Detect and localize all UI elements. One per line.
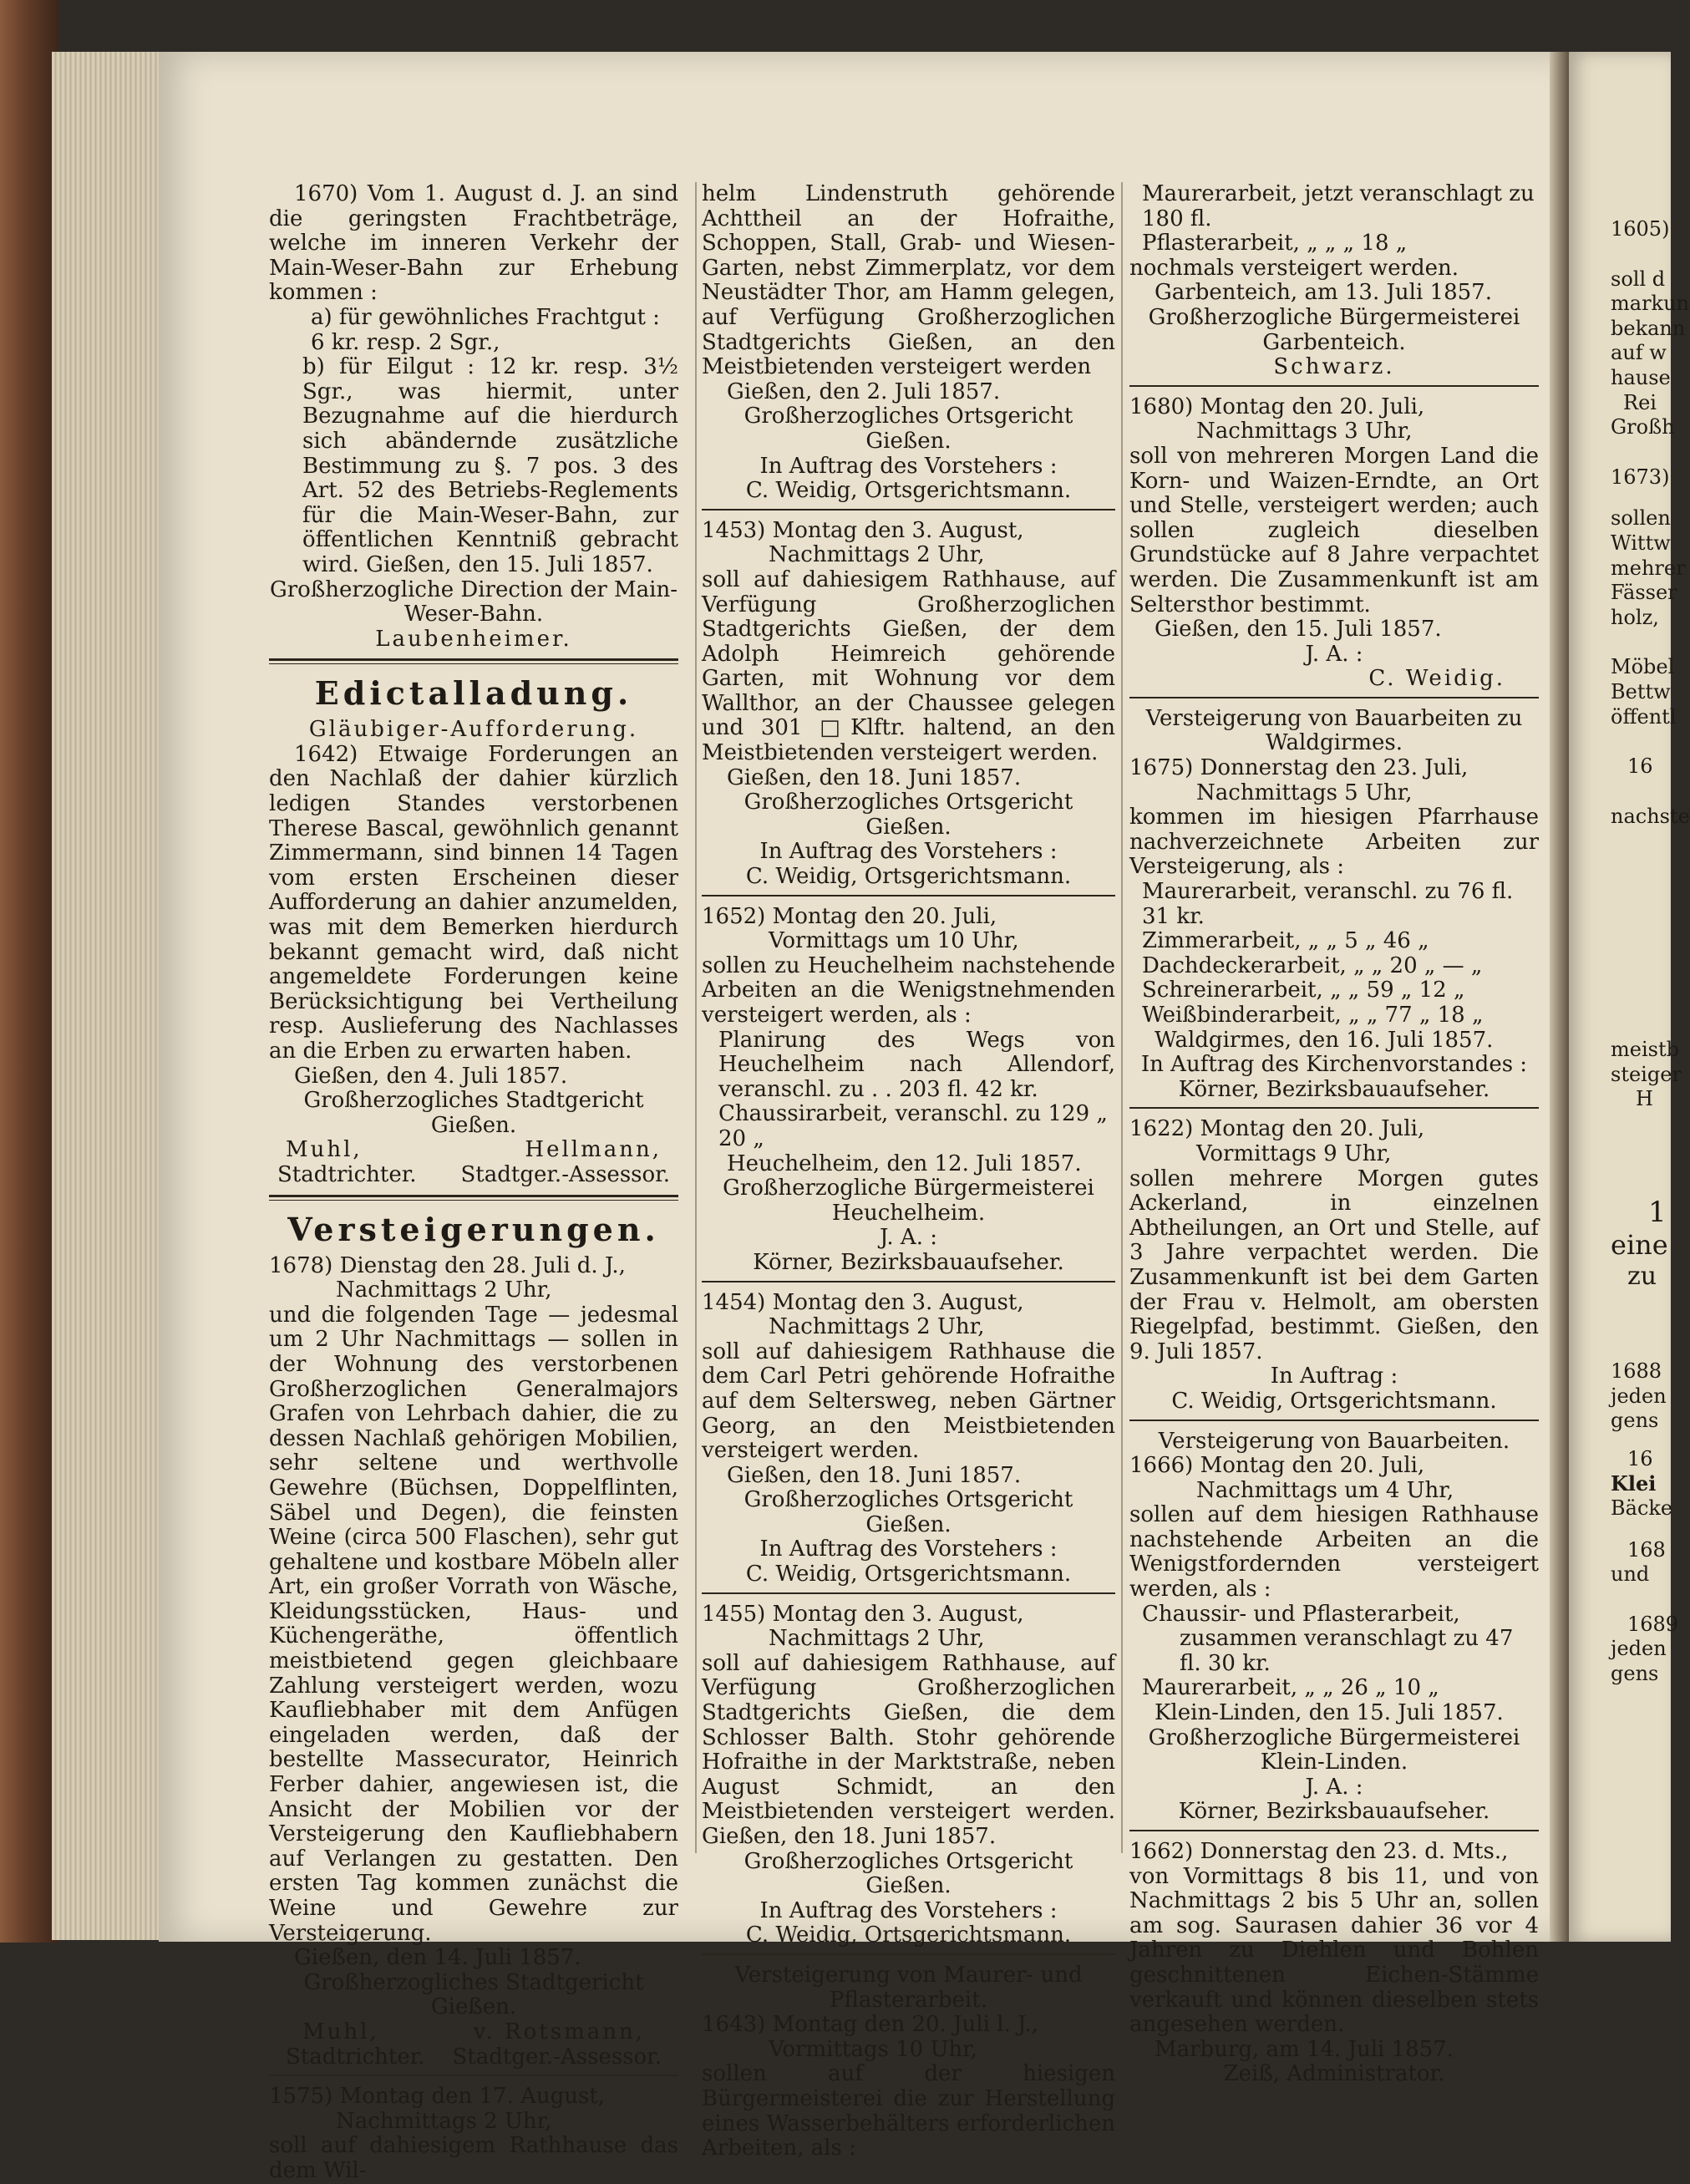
next-page-edge [1569, 52, 1690, 1942]
rule [1129, 1420, 1539, 1421]
notice-1678-head: 1678) Dienstag den 28. Juli d. J., [269, 1252, 626, 1278]
notice-1455-time: Nachmittags 2 Uhr, [769, 1626, 985, 1652]
notice-1652-item-1: Planirung des Wegs von Heuchelheim nach Allendorf, veranschl. zu . . 203 fl. 42 kr. [718, 1027, 1115, 1102]
notice-1662-head: 1662) Donnerstag den 23. d. Mts., [1129, 1839, 1509, 1864]
rule [702, 1953, 1115, 1955]
notice-1666-time: Nachmittags um 4 Uhr, [1196, 1477, 1454, 1503]
signature-rotsmann: v. Rotsmann, [473, 2019, 645, 2044]
notice-1675-signature: Körner, Bezirksbauaufseher. [1178, 1076, 1490, 1102]
notice-1652-body: sollen zu Heuchelheim nachstehende Arbeiten an die Wenigstnehmenden versteigert werden, als : [702, 952, 1115, 1028]
notice-1643-time: Vormittags 10 Uhr, [769, 2036, 977, 2062]
notice-1652-head: 1652) Montag den 20. Juli, [702, 903, 997, 929]
notice-1680-signature: C. Weidig. [1368, 666, 1505, 692]
edge-line: Möbel [1611, 655, 1675, 679]
notice-1575-date: Gießen, den 2. Juli 1857. [727, 378, 1001, 404]
notice-1642-date: Gießen, den 4. Juli 1857. [294, 1063, 568, 1089]
notice-1454-court: Großherzogliches Ortsgericht Gießen. [743, 1487, 1073, 1537]
notice-1678-signatures [269, 2020, 678, 2045]
column-1 [269, 182, 678, 2184]
notice-1643-date: Garbenteich, am 13. Juli 1857. [1155, 280, 1492, 306]
edge-line: holz, [1611, 605, 1659, 629]
edge-line: nachste [1611, 804, 1690, 828]
double-rule [269, 1195, 678, 1201]
edge-line: 1673) [1611, 465, 1670, 489]
rule [1129, 385, 1539, 387]
rule [1129, 697, 1539, 698]
edge-line: eine [1611, 1229, 1668, 1262]
notice-1670-item-a: a) für gewöhnliches Frachtgut : 6 kr. resp. 2 Sgr., [311, 304, 660, 355]
edge-line: 168 [1627, 1537, 1666, 1562]
notice-1454-signature: C. Weidig, Ortsgerichtsmann. [745, 1562, 1072, 1587]
notice-1642-signatures [269, 1138, 678, 1163]
notice-1454-auftrag: In Auftrag des Vorstehers : [759, 1536, 1058, 1562]
column-3 [1129, 182, 1539, 2087]
rule [702, 1592, 1115, 1594]
edge-line: hause [1611, 365, 1671, 389]
section-heading-versteigerungen: Versteigerungen. [287, 1210, 660, 1248]
notice-1454-date: Gießen, den 18. Juni 1857. [727, 1462, 1022, 1488]
notice-1453-auftrag: In Auftrag des Vorstehers : [759, 839, 1058, 865]
signature-muhl: Muhl, [302, 2019, 379, 2044]
notice-1622-auftrag: In Auftrag : [1270, 1364, 1398, 1389]
notice-1643-body: sollen auf der hiesigen Bürgermeisterei die zur Herstellung eines Wasserbehälters erforderlichen Arbeiten, als : [702, 2061, 1115, 2161]
notice-1643-head: 1643) Montag den 20. Juli l. J., [702, 2012, 1038, 2038]
notice-1453-signature: C. Weidig, Ortsgerichtsmann. [745, 864, 1072, 890]
notice-1662-date: Marburg, am 14. Juli 1857. [1155, 2036, 1454, 2062]
notice-1643-office: Großherzogliche Bürgermeisterei Garbenteich. [1148, 304, 1520, 355]
edge-line: gens [1611, 1662, 1659, 1685]
notice-1652-office: Großherzogliche Bürgermeisterei Heuchelheim. [723, 1176, 1094, 1226]
notice-1666-signature: Körner, Bezirksbauaufseher. [1178, 1799, 1490, 1825]
notice-1670-authority: Großherzogliche Direction der Main-Weser-Bahn. [269, 576, 678, 627]
notice-1678-body: und die folgenden Tage — jedesmal um 2 Uhr Nachmittags — sollen in der Wohnung des verstorbenen Großherzoglichen Generalmajors Grafen von Lehrbach dahier, die zu dessen Nachlaß gehörigen Mobilien, sehr seltene und werthvolle Gewehre (Büchsen, Doppelflinten, Säbel und Degen), die feinsten Weine (circa 500 Flaschen), sehr gut gehaltene und kostbare Möbeln aller Art, ein großer Vorrath von Wäsche, Kleidungsstücken, Haus- und Küchengeräthe, öffentlich meistbietend gegen gleichbaare Zahlung versteigert werden, wozu Kaufliebhaber mit dem Anfügen eingeladen werden, daß der bestellte Massecurator, Heinrich Ferber dahier, angewiesen ist, die Ansicht der Mobilien vor der Versteigerung den Kaufliebhabern auf Verlangen zu gestatten. Den ersten Tag kommen zunächst die Weine und Gewehre zur Versteigerung. [269, 1302, 678, 1946]
notice-1680-head: 1680) Montag den 20. Juli, [1129, 394, 1425, 419]
role-assessor: Stadtger.-Assessor. [452, 2044, 662, 2070]
notice-1454-time: Nachmittags 2 Uhr, [769, 1314, 985, 1340]
notice-1453-time: Nachmittags 2 Uhr, [769, 542, 985, 568]
notice-1454-head: 1454) Montag den 3. August, [702, 1289, 1024, 1315]
notice-1675-item: Zimmerarbeit, „ „ 5 „ 46 „ [1142, 928, 1429, 954]
edge-line: 16 [1627, 754, 1653, 779]
edge-line: H [1636, 1087, 1653, 1111]
notice-1662-signature: Zeiß, Administrator. [1223, 2061, 1445, 2087]
notice-1652-date: Heuchelheim, den 12. Juli 1857. [727, 1150, 1082, 1176]
notice-1575-time: Nachmittags 2 Uhr, [336, 2108, 552, 2134]
notice-1670-text: 1670) Vom 1. August d. J. an sind die geringsten Frachtbeträge, welche im inneren Verkehr der Main-Weser-Bahn zur Erhebung kommen : [269, 181, 678, 306]
notice-1643-title: Versteigerung von Maurer- und Pflasterarbeit. [734, 1962, 1083, 2013]
notice-1575-signature: C. Weidig, Ortsgerichtsmann. [745, 478, 1072, 504]
edge-line: 1689 [1627, 1612, 1679, 1636]
role-stadtrichter: Stadtrichter. [286, 2044, 425, 2070]
notice-1455-body: soll auf dahiesigem Rathhause, auf Verfügung Großherzoglichen Stadtgerichts Gießen, die dem Schlosser Balth. Stohr gehörende Hofraithe in der Marktstraße, neben August Schmidt, an den Meistbietenden versteigert werden. Gießen, den 18. Juni 1857. [702, 1650, 1115, 1849]
edge-line: markun [1611, 292, 1689, 316]
notice-1453-court: Großherzogliches Ortsgericht Gießen. [743, 790, 1073, 840]
notice-1678-date: Gießen, den 14. Juli 1857. [294, 1945, 581, 1971]
column-separator [1121, 182, 1123, 1853]
edge-line: öffentl [1611, 704, 1677, 729]
edge-line: 16 [1627, 1446, 1653, 1470]
role-assessor: Stadtger.-Assessor. [460, 1161, 670, 1187]
signature-hellmann: Hellmann, [525, 1137, 662, 1163]
notice-1680-body: soll von mehreren Morgen Land die Korn- und Waizen-Erndte, an Ort und Stelle, versteigert werden; auch sollen zugleich dieselben Grundstücke auf 8 Jahre verpachtet werden. Die Zusammenkunft ist am Seltersthor bestimmt. [1129, 443, 1539, 617]
rule [702, 895, 1115, 896]
book-binding [0, 0, 58, 1943]
notice-1666-title: Versteigerung von Bauarbeiten. [1158, 1428, 1510, 1454]
notice-1643-cont-1: Maurerarbeit, jetzt veranschlagt zu 180 fl. [1142, 181, 1535, 231]
notice-1670-item-b: b) für Eilgut : 12 kr. resp. 3½ Sgr., was hiermit, unter Bezugnahme auf die hierdurch sich abändernde zusätzliche Bestimmung zu §. 7 pos. 3 des Art. 52 des Betriebs-Reglements für die Main-Weser-Bahn, zur öffentlichen Kenntniß gebracht wird. Gießen, den 15. Juli 1857. [302, 354, 678, 577]
notice-1670-signature: Laubenheimer. [375, 626, 572, 652]
notice-1643-cont-3: nochmals versteigert werden. [1129, 255, 1459, 281]
notice-1643-signature: Schwarz. [1273, 354, 1395, 380]
edge-line: soll d [1611, 267, 1666, 291]
notice-1652-time: Vormittags um 10 Uhr, [769, 928, 1019, 954]
edge-line: Klei [1611, 1471, 1657, 1496]
edge-line: auf w [1611, 341, 1667, 365]
notice-1680-ja: J. A. : [1305, 641, 1363, 667]
edge-line: steiger [1611, 1062, 1682, 1086]
notice-1453-body: soll auf dahiesigem Rathhause, auf Verfügung Großherzoglichen Stadtgerichts Gießen, der dem Adolph Heimreich gehörende Garten, mit Wohnung vor dem Wallthor, an der Chaussee gelegen und 301 □Klftr. haltend, an den Meistbietenden versteigert werden. [702, 566, 1115, 766]
notice-1622-signature: C. Weidig, Ortsgerichtsmann. [1171, 1388, 1497, 1414]
page-gutter [1550, 52, 1570, 1942]
edge-line: und [1611, 1562, 1650, 1587]
notice-1680-date: Gießen, den 15. Juli 1857. [1155, 617, 1442, 643]
notice-1662-body: von Vormittags 8 bis 11, und von Nachmittags 2 bis 5 Uhr an, sollen am sog. Saurasen dahier 36 vor 4 Jahren zu Diehlen und Bohlen geschnittenen Eichen-Stämme verkauft und können dieselben stets angesehen werden. [1129, 1863, 1539, 2038]
notice-1622-head: 1622) Montag den 20. Juli, [1129, 1116, 1425, 1142]
edge-line: mehrer [1611, 556, 1686, 580]
signature-muhl: Muhl, [286, 1137, 363, 1163]
edge-line: jeden [1611, 1637, 1667, 1661]
notice-1575-body: soll auf dahiesigem Rathhause das dem Wil- [269, 2133, 678, 2183]
edge-line: Rei [1623, 390, 1657, 414]
edge-line: zu [1627, 1262, 1657, 1292]
notice-1666-item-3: Maurerarbeit, „ „ 26 „ 10 „ [1142, 1675, 1439, 1701]
double-rule [269, 658, 678, 664]
notice-1575-head: 1575) Montag den 17. August, [269, 2084, 606, 2110]
notice-1453-date: Gießen, den 18. Juni 1857. [727, 764, 1022, 790]
notice-1666-ja: J. A. : [1305, 1774, 1363, 1800]
notice-1455-auftrag: In Auftrag des Vorstehers : [759, 1897, 1058, 1923]
edge-line: Bettw [1611, 679, 1671, 703]
notice-1675-auftrag: In Auftrag des Kirchenvorstandes : [1140, 1052, 1528, 1078]
notice-1454-body: soll auf dahiesigem Rathhause die dem Carl Petri gehörende Hofraithe auf dem Seltersweg, neben Gärtner Georg, an den Meistbietenden versteigert werden. [702, 1338, 1115, 1464]
notice-1575-continued: helm Lindenstruth gehörende Achttheil an der Hofraithe, Schoppen, Stall, Grab- und Wiesen-Garten, nebst Zimmerplatz, vor dem Neustädter Thor, am Hamm gelegen, auf Verfügung Großherzoglichen Stadtgerichts Gießen, an den Meistbietenden versteigert werden [702, 181, 1115, 380]
notice-1455-head: 1455) Montag den 3. August, [702, 1601, 1024, 1627]
notice-1675-time: Nachmittags 5 Uhr, [1196, 780, 1413, 805]
notice-1642-court: Großherzogliches Stadtgericht Gießen. [303, 1088, 644, 1138]
edge-line: Wittw [1611, 531, 1671, 555]
notice-1678-roles [269, 2045, 678, 2070]
notice-1675-head: 1675) Donnerstag den 23. Juli, [1129, 755, 1469, 781]
notice-1678-court: Großherzogliches Stadtgericht Gießen. [303, 1969, 644, 2020]
notice-1652-signature: Körner, Bezirksbauaufseher. [753, 1249, 1064, 1275]
column-2 [702, 182, 1115, 2161]
edge-line: Bäcke [1611, 1496, 1673, 1521]
notice-1675-item: Dachdeckerarbeit, „ „ 20 „ — „ [1142, 952, 1483, 978]
rule [702, 1281, 1115, 1282]
edge-line: jeden [1611, 1384, 1667, 1408]
next-page-text [1611, 217, 1690, 1687]
column-separator [695, 182, 697, 1853]
notice-1666-item-1: Chaussir- und Pflasterarbeit, [1142, 1601, 1460, 1627]
edge-line: bekann [1611, 316, 1686, 340]
notice-1666-body: sollen auf dem hiesigen Rathhause nachstehende Arbeiten an die Wenigstfordernden versteigert werden, als : [1129, 1502, 1539, 1602]
notice-1675-date: Waldgirmes, den 16. Juli 1857. [1155, 1027, 1494, 1053]
edge-line: Fässer [1611, 581, 1677, 605]
rule [702, 509, 1115, 510]
edge-line: gens [1611, 1409, 1659, 1433]
rule [1129, 1830, 1539, 1831]
notice-1675-item: Weißbinderarbeit, „ „ 77 „ 18 „ [1142, 1003, 1484, 1028]
notice-1622-body: sollen mehrere Morgen gutes Ackerland, in einzelnen Abtheilungen, an Ort und Stelle, auf 3 Jahre verpachtet werden. Die Zusammenkunft ist bei dem Garten der Frau v. Helmolt, am obersten Riegelpfad, bestimmt. Gießen, den 9. Juli 1857. [1129, 1166, 1539, 1364]
notice-1666-office: Großherzogliche Bürgermeisterei Klein-Linden. [1148, 1724, 1520, 1775]
notice-1575-court: Großherzogliches Ortsgericht Gießen. [743, 404, 1073, 454]
notice-1666-item-2: zusammen veranschlagt zu 47 fl. 30 kr. [1180, 1626, 1514, 1676]
role-stadtrichter: Stadtrichter. [277, 1161, 417, 1187]
notice-1675-item: Maurerarbeit, veranschl. zu 76 fl. 31 kr. [1142, 879, 1514, 929]
notice-1575-auftrag: In Auftrag des Vorstehers : [759, 453, 1058, 479]
notice-1666-date: Klein-Linden, den 15. Juli 1857. [1155, 1700, 1504, 1726]
notice-1675-title: Versteigerung von Bauarbeiten zu Waldgirmes. [1145, 705, 1523, 756]
edge-line: 1605) [1611, 217, 1670, 241]
notice-1652-item-2: Chaussirarbeit, veranschl. zu 129 „ 20 „ [718, 1101, 1108, 1151]
notice-1455-signature: C. Weidig, Ortsgerichtsmann. [745, 1922, 1072, 1948]
notice-1455-court: Großherzogliches Ortsgericht Gießen. [743, 1848, 1073, 1899]
notice-1666-head: 1666) Montag den 20. Juli, [1129, 1453, 1425, 1479]
notice-1642-title: Gläubiger-Aufforderung. [308, 717, 639, 743]
rule [269, 2075, 678, 2076]
notice-1453-head: 1453) Montag den 3. August, [702, 517, 1024, 543]
edge-line: sollen [1611, 506, 1671, 531]
edge-line: 1 [1648, 1196, 1667, 1230]
notice-1675-item: Schreinerarbeit, „ „ 59 „ 12 „ [1142, 978, 1465, 1003]
notice-1675-body: kommen im hiesigen Pfarrhause nachverzeichnete Arbeiten zur Versteigerung, als : [1129, 805, 1539, 880]
edge-line: Großh [1611, 415, 1675, 439]
section-heading-edictalladung: Edictalladung. [314, 674, 633, 713]
notice-1652-ja: J. A. : [880, 1225, 937, 1251]
notice-1643-cont-2: Pflasterarbeit, „ „ „ 18 „ [1142, 231, 1408, 256]
notice-1680-time: Nachmittags 3 Uhr, [1196, 419, 1413, 444]
edge-line: meistb [1611, 1038, 1679, 1062]
notice-1622-time: Vormittags 9 Uhr, [1196, 1140, 1392, 1166]
notice-1642-body: 1642) Etwaige Forderungen an den Nachlaß der dahier kürzlich ledigen Standes verstorbenen Therese Bascal, gewöhnlich genannt Zimmermann, sind binnen 14 Tagen vom ersten Erscheinen dieser Aufforderung an dahier anzumelden, was mit dem Bemerken hierdurch bekannt gemacht wird, daß nicht angemeldete Forderungen keine Berücksichtigung bei Vertheilung resp. Auslieferung des Nachlasses an die Erben zu erwarten haben. [269, 741, 678, 1064]
rule [1129, 1107, 1539, 1109]
edge-line: 1688 [1611, 1359, 1662, 1384]
notice-1678-time: Nachmittags 2 Uhr, [336, 1277, 552, 1303]
notice-1642-roles [269, 1163, 678, 1188]
